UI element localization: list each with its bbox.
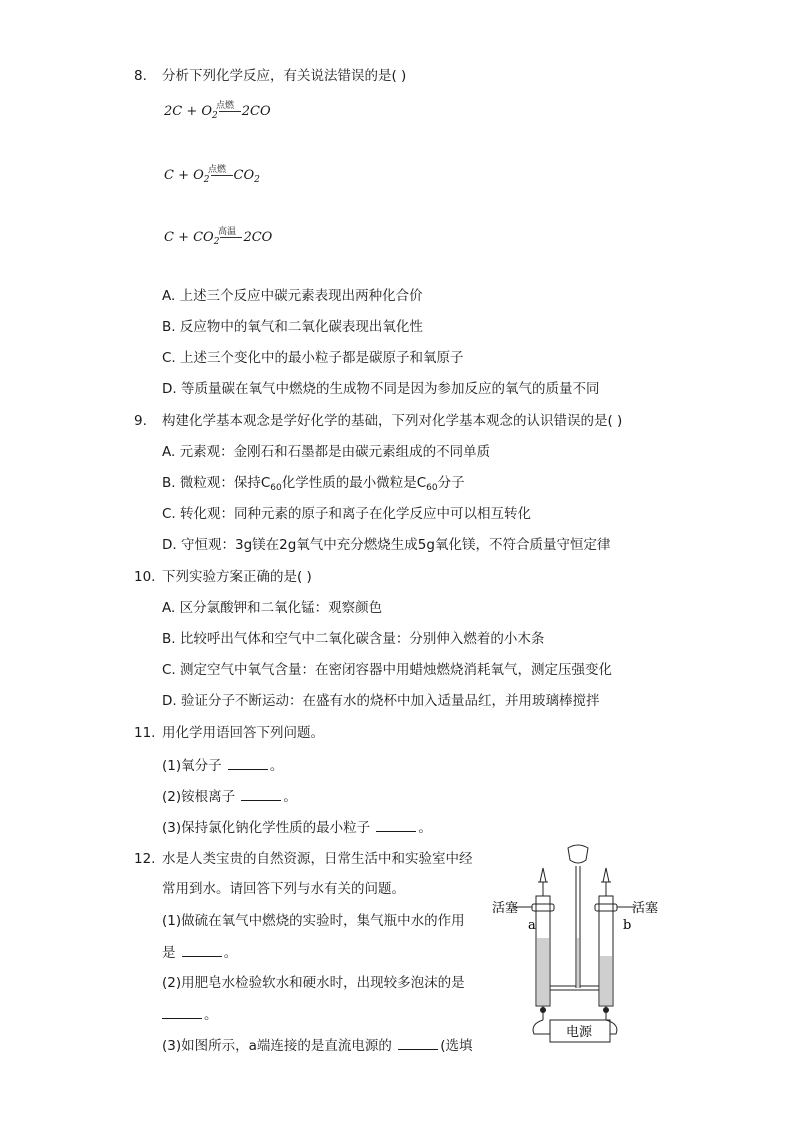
funnel-icon [568, 845, 588, 863]
q9-b-mid: 化学性质的最小微粒是C [281, 475, 427, 491]
q12-blank-1[interactable] [182, 944, 222, 957]
q10-number: 10. [134, 569, 156, 585]
period: 。 [204, 1007, 218, 1023]
q12-sub3 [162, 1037, 472, 1054]
q9-option-b [162, 475, 465, 496]
eq3-condition: 高温 [218, 227, 237, 237]
q12-sub2b [162, 1006, 218, 1023]
eq1-left: 2C + O [164, 104, 213, 119]
q12-sub3-tail: (选填 [440, 1038, 473, 1054]
q12-line-2: 常用到水。请回答下列与水有关的问题。 [162, 881, 405, 897]
q12-sub3-text: (3)如图所示，a端连接的是直流电源的 [162, 1038, 392, 1054]
q11-number: 11. [134, 725, 156, 741]
q9-b-sub1: 60 [270, 483, 282, 493]
q9-b-post: 分子 [437, 475, 465, 491]
q12-number: 12. [134, 851, 156, 867]
q8-equation-1 [164, 101, 271, 124]
eq2-right: CO [233, 168, 255, 183]
left-stopcock-label: 活塞 [492, 901, 519, 916]
q11-sub3-text: (3)保持氯化钠化学性质的最小粒子 [162, 820, 371, 836]
q9-b-sub2: 60 [426, 483, 438, 493]
q8-stem: 分析下列化学反应，有关说法错误的是( ) [162, 68, 407, 84]
period: 。 [269, 758, 284, 774]
q12-sub2a: (2)用肥皂水检验软水和硬水时，出现较多泡沫的是 [162, 975, 465, 991]
q12-sub1b [162, 944, 237, 961]
q9-option-c: C. 转化观：同种元素的原子和离子在化学反应中可以相互转化 [162, 506, 532, 522]
q10-stem: 下列实验方案正确的是( ) [162, 569, 312, 585]
q11-sub2 [162, 788, 297, 805]
q11-blank-3[interactable] [376, 819, 416, 832]
q11-blank-2[interactable] [241, 788, 281, 801]
q11-blank-1[interactable] [228, 757, 268, 770]
right-stopcock-tip [603, 868, 609, 882]
period: 。 [283, 789, 297, 805]
eq2-condition: 点燃 [208, 165, 227, 175]
q11-stem: 用化学用语回答下列问题。 [162, 725, 324, 741]
q11-sub2-text: (2)铵根离子 [162, 789, 236, 805]
eq1-sub: 2 [212, 111, 218, 121]
left-stopcock-icon [532, 904, 554, 911]
q9-option-d: D. 守恒观：3g镁在2g氧气中充分燃烧生成5g氧化镁，不符合质量守恒定律 [162, 537, 611, 553]
eq2-left: C + O [164, 168, 204, 183]
q8-option-b: B. 反应物中的氧气和二氧化碳表现出氧化性 [162, 319, 423, 335]
q12-blank-3[interactable] [398, 1037, 438, 1050]
period: 。 [418, 820, 432, 836]
q9-number: 9. [134, 413, 147, 429]
eq1-right: 2CO [241, 104, 271, 119]
q8-option-a: A. 上述三个反应中碳元素表现出两种化合价 [162, 288, 423, 304]
q10-option-c: C. 测定空气中氧气含量：在密闭容器中用蜡烛燃烧消耗氧气，测定压强变化 [162, 662, 613, 678]
q8-equation-3 [164, 227, 273, 250]
eq1-condition: 点燃 [216, 101, 235, 111]
q12-sub1a: (1)做硫在氧气中燃烧的实验时，集气瓶中水的作用 [162, 913, 465, 929]
electrolysis-diagram [480, 838, 680, 1054]
label-b: b [623, 918, 632, 933]
right-stopcock-icon [595, 904, 617, 911]
q9-stem: 构建化学基本观念是学好化学的基础，下列对化学基本观念的认识错误的是( ) [162, 413, 623, 429]
label-a: a [528, 918, 536, 933]
q11-sub1-text: (1)氧分子 [162, 758, 222, 774]
q11-sub1 [162, 757, 283, 774]
eq3-left: C + CO [164, 230, 214, 245]
q9-option-a: A. 元素观：金刚石和石墨都是由碳元素组成的不同单质 [162, 444, 491, 460]
left-stopcock-tip [540, 868, 546, 882]
q10-option-b: B. 比较呼出气体和空气中二氧化碳含量：分别伸入燃着的小木条 [162, 631, 545, 647]
q12-line-1: 水是人类宝贵的自然资源，日常生活中和实验室中经 [162, 851, 473, 867]
eq3-right: 2CO [243, 230, 273, 245]
q11-sub3 [162, 819, 432, 836]
eq2-sub: 2 [203, 175, 210, 185]
right-stopcock-label: 活塞 [632, 901, 659, 916]
q12-blank-2[interactable] [162, 1006, 202, 1019]
period: 。 [223, 945, 238, 961]
q12-sub1b-text: 是 [162, 945, 176, 961]
q8-equation-2 [164, 165, 260, 188]
q10-option-a: A. 区分氯酸钾和二氧化锰：观察颜色 [162, 600, 383, 616]
q10-option-d: D. 验证分子不断运动：在盛有水的烧杯中加入适量品红，并用玻璃棒搅拌 [162, 693, 600, 709]
eq3-sub: 2 [213, 237, 220, 247]
power-label: 电源 [566, 1025, 593, 1040]
q8-option-d: D. 等质量碳在氧气中燃烧的生成物不同是因为参加反应的氧气的质量不同 [162, 381, 600, 397]
q9-b-pre: B. 微粒观：保持C [162, 475, 271, 491]
q8-option-c: C. 上述三个变化中的最小粒子都是碳原子和氧原子 [162, 350, 464, 366]
q8-number: 8. [134, 68, 147, 84]
eq2-sub2: 2 [254, 175, 260, 185]
